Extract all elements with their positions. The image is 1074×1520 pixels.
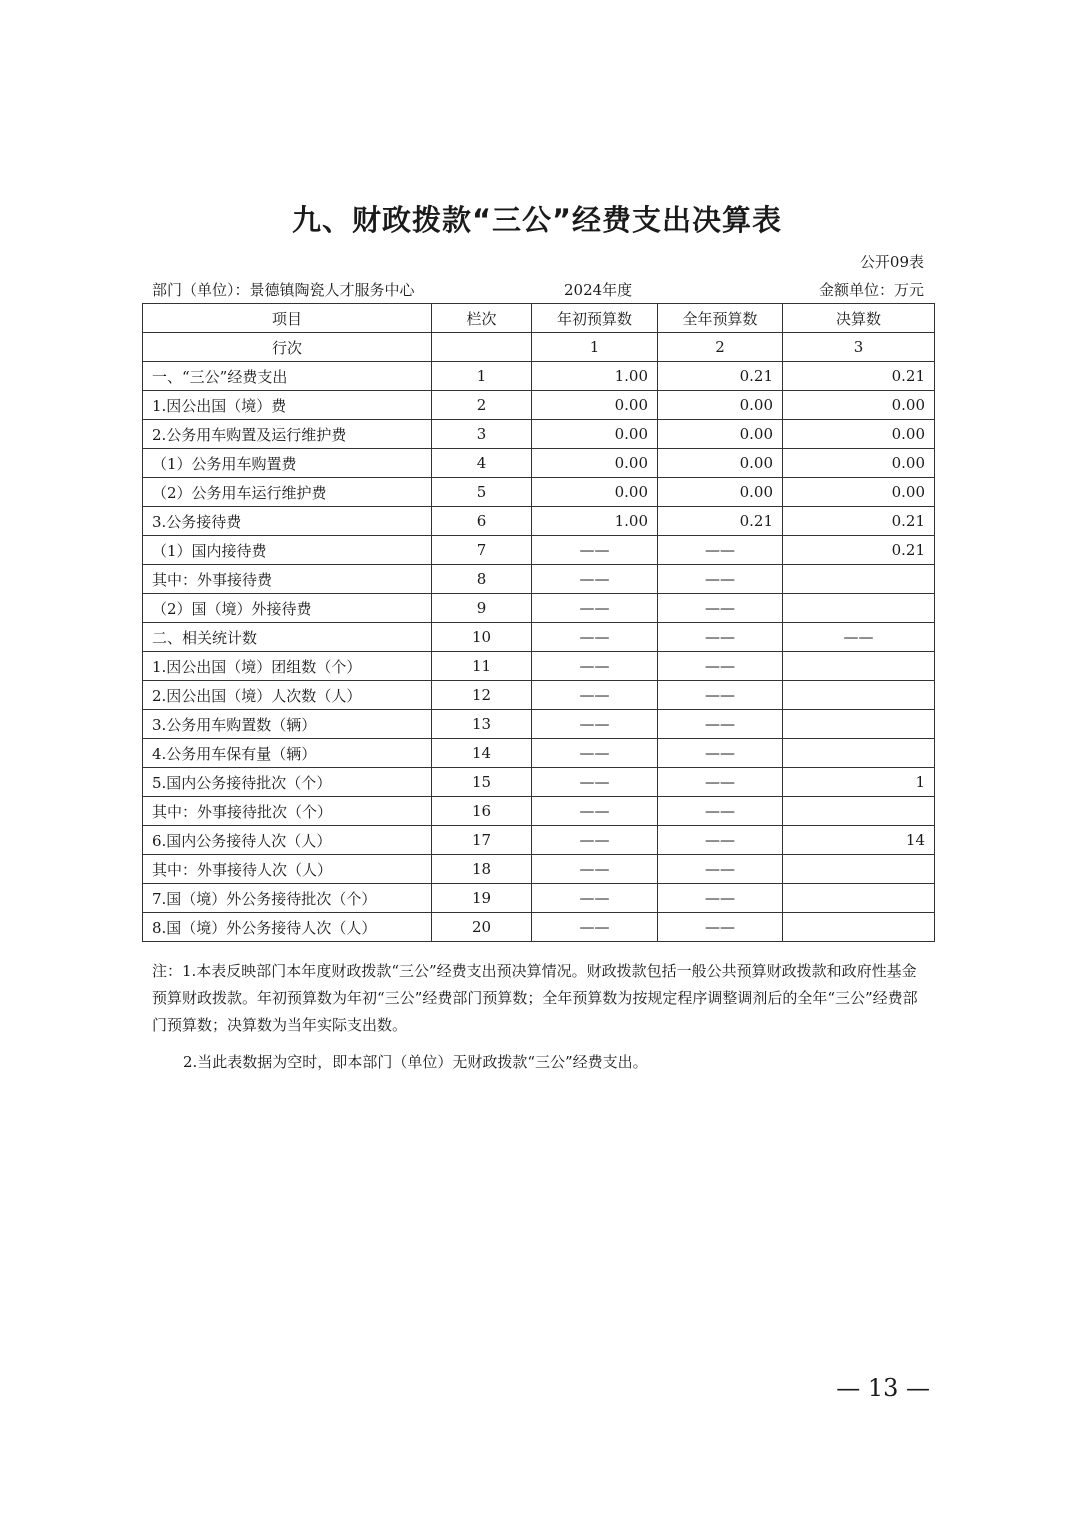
table-row [143, 855, 935, 884]
row-label: 1.因公出国（境）团组数（个） [143, 652, 432, 681]
final-accounts-value: —— [783, 623, 935, 652]
full-year-budget-value: 0.00 [658, 391, 783, 420]
row-label: 5.国内公务接待批次（个） [143, 768, 432, 797]
subheader-c2: 2 [658, 333, 783, 362]
full-year-budget-value: 0.21 [658, 362, 783, 391]
initial-budget-value: —— [532, 652, 658, 681]
initial-budget-value: 0.00 [532, 449, 658, 478]
header-initial-budget: 年初预算数 [532, 304, 658, 333]
full-year-budget-value: —— [658, 536, 783, 565]
row-label: 7.国（境）外公务接待批次（个） [143, 884, 432, 913]
full-year-budget-value: —— [658, 710, 783, 739]
row-number: 15 [432, 768, 532, 797]
row-label: 2.因公出国（境）人次数（人） [143, 681, 432, 710]
table-row [143, 826, 935, 855]
row-label: 8.国（境）外公务接待人次（人） [143, 913, 432, 942]
row-label: 3.公务用车购置数（辆） [143, 710, 432, 739]
table-row [143, 420, 935, 449]
final-accounts-value [783, 652, 935, 681]
table-row [143, 391, 935, 420]
row-label: 其中：外事接待费 [143, 565, 432, 594]
initial-budget-value: —— [532, 594, 658, 623]
row-label: 其中：外事接待人次（人） [143, 855, 432, 884]
table-row [143, 681, 935, 710]
row-number: 11 [432, 652, 532, 681]
initial-budget-value: —— [532, 913, 658, 942]
full-year-budget-value: —— [658, 623, 783, 652]
initial-budget-value: —— [532, 884, 658, 913]
full-year-budget-value: 0.00 [658, 449, 783, 478]
header-full-year-budget: 全年预算数 [658, 304, 783, 333]
table-notes [152, 958, 928, 1076]
initial-budget-value: —— [532, 855, 658, 884]
subheader-col [432, 333, 532, 362]
amount-unit-label: 金额单位：万元 [818, 281, 924, 299]
header-col: 栏次 [432, 304, 532, 333]
table-row [143, 594, 935, 623]
table-row [143, 913, 935, 942]
full-year-budget-value: 0.00 [658, 478, 783, 507]
row-number: 16 [432, 797, 532, 826]
final-accounts-value [783, 855, 935, 884]
table-row [143, 768, 935, 797]
initial-budget-value: —— [532, 565, 658, 594]
full-year-budget-value: —— [658, 913, 783, 942]
row-label: （2）公务用车运行维护费 [143, 478, 432, 507]
row-label: （1）公务用车购置费 [143, 449, 432, 478]
year-label: 2024年度 [564, 281, 633, 299]
final-accounts-value: 0.00 [783, 449, 935, 478]
department-label: 部门（单位）：景德镇陶瓷人才服务中心 [152, 281, 415, 299]
final-accounts-value: 1 [783, 768, 935, 797]
final-accounts-value [783, 884, 935, 913]
final-accounts-value: 0.21 [783, 362, 935, 391]
table-row [143, 739, 935, 768]
initial-budget-value: 1.00 [532, 507, 658, 536]
full-year-budget-value: 0.00 [658, 420, 783, 449]
row-label: 一、“三公”经费支出 [143, 362, 432, 391]
row-label: （1）国内接待费 [143, 536, 432, 565]
row-number: 18 [432, 855, 532, 884]
subheader-c1: 1 [532, 333, 658, 362]
initial-budget-value: 0.00 [532, 391, 658, 420]
table-row [143, 449, 935, 478]
row-label: 其中：外事接待批次（个） [143, 797, 432, 826]
row-number: 3 [432, 420, 532, 449]
row-number: 19 [432, 884, 532, 913]
final-accounts-value: 14 [783, 826, 935, 855]
table-row [143, 565, 935, 594]
initial-budget-value: —— [532, 797, 658, 826]
row-number: 13 [432, 710, 532, 739]
table-row [143, 884, 935, 913]
row-number: 20 [432, 913, 532, 942]
row-number: 17 [432, 826, 532, 855]
row-label: 2.公务用车购置及运行维护费 [143, 420, 432, 449]
table-row [143, 536, 935, 565]
row-number: 1 [432, 362, 532, 391]
final-accounts-value [783, 594, 935, 623]
final-accounts-value [783, 739, 935, 768]
note-1: 注：1.本表反映部门本年度财政拨款“三公”经费支出预决算情况。财政拨款包括一般公共预算财政拨款和政府性基金预算财政拨款。年初预算数为年初“三公”经费部门预算数；全年预算数为按规定程序调整调剂后的全年“三公”经费部门预算数；决算数为当年实际支出数。 [152, 962, 918, 1034]
full-year-budget-value: —— [658, 797, 783, 826]
table-meta [152, 279, 924, 299]
subheader-c3: 3 [783, 333, 935, 362]
full-year-budget-value: —— [658, 768, 783, 797]
note-2: 2.当此表数据为空时，即本部门（单位）无财政拨款“三公”经费支出。 [183, 1053, 648, 1071]
final-accounts-value [783, 710, 935, 739]
row-number: 9 [432, 594, 532, 623]
row-number: 10 [432, 623, 532, 652]
full-year-budget-value: —— [658, 565, 783, 594]
row-label: 6.国内公务接待人次（人） [143, 826, 432, 855]
table-row [143, 507, 935, 536]
table-row [143, 710, 935, 739]
table-row [143, 362, 935, 391]
page-number: — 13 — [836, 1374, 930, 1402]
row-label: 1.因公出国（境）费 [143, 391, 432, 420]
row-label: 3.公务接待费 [143, 507, 432, 536]
initial-budget-value: 0.00 [532, 478, 658, 507]
final-accounts-value: 0.21 [783, 536, 935, 565]
table-row [143, 623, 935, 652]
full-year-budget-value: —— [658, 594, 783, 623]
row-number: 5 [432, 478, 532, 507]
initial-budget-value: 0.00 [532, 420, 658, 449]
row-label: 4.公务用车保有量（辆） [143, 739, 432, 768]
final-accounts-value [783, 681, 935, 710]
final-accounts-value [783, 565, 935, 594]
initial-budget-value: —— [532, 536, 658, 565]
initial-budget-value: —— [532, 623, 658, 652]
table-row [143, 797, 935, 826]
row-number: 12 [432, 681, 532, 710]
full-year-budget-value: —— [658, 826, 783, 855]
row-number: 6 [432, 507, 532, 536]
table-row [143, 478, 935, 507]
table-code: 公开09表 [859, 253, 924, 271]
full-year-budget-value: —— [658, 652, 783, 681]
initial-budget-value: —— [532, 710, 658, 739]
header-final-accounts: 决算数 [783, 304, 935, 333]
row-number: 2 [432, 391, 532, 420]
three-public-expenses-table [142, 303, 935, 942]
row-number: 14 [432, 739, 532, 768]
full-year-budget-value: —— [658, 884, 783, 913]
final-accounts-value: 0.00 [783, 420, 935, 449]
page-title: 九、财政拨款“三公”经费支出决算表 [291, 203, 783, 237]
table-row [143, 652, 935, 681]
full-year-budget-value: 0.21 [658, 507, 783, 536]
final-accounts-value: 0.00 [783, 391, 935, 420]
final-accounts-value: 0.21 [783, 507, 935, 536]
full-year-budget-value: —— [658, 855, 783, 884]
initial-budget-value: —— [532, 768, 658, 797]
table-subheader-row [143, 333, 935, 362]
final-accounts-value [783, 797, 935, 826]
row-label: 二、相关统计数 [143, 623, 432, 652]
final-accounts-value: 0.00 [783, 478, 935, 507]
row-number: 8 [432, 565, 532, 594]
subheader-item: 行次 [143, 333, 432, 362]
initial-budget-value: —— [532, 826, 658, 855]
initial-budget-value: —— [532, 681, 658, 710]
full-year-budget-value: —— [658, 739, 783, 768]
table-header-row [143, 304, 935, 333]
header-item: 项目 [143, 304, 432, 333]
row-number: 7 [432, 536, 532, 565]
initial-budget-value: —— [532, 739, 658, 768]
final-accounts-value [783, 913, 935, 942]
full-year-budget-value: —— [658, 681, 783, 710]
initial-budget-value: 1.00 [532, 362, 658, 391]
row-number: 4 [432, 449, 532, 478]
row-label: （2）国（境）外接待费 [143, 594, 432, 623]
